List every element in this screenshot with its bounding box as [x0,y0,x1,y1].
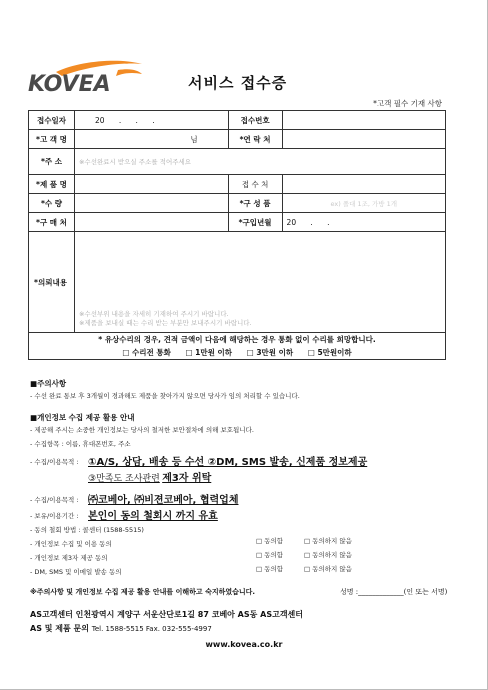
consent-3-agree[interactable]: □ 동의함 [256,565,284,573]
condition-cell [29,333,446,360]
as-center-city: 인천광역시 [75,610,115,619]
contact-field[interactable] [282,130,445,149]
components-label: *구 성 품 [228,194,282,213]
purchase-year-field[interactable] [282,213,445,232]
customer-label: *고 객 명 [29,130,75,149]
option-under-10k[interactable]: □ 1만원 이하 [185,348,232,357]
request-note-2: ※제품을 보내실 때는 수리 받는 부분만 보내주시기 바랍니다. [78,319,252,327]
website-url[interactable]: www.kovea.co.kr [205,640,283,649]
inquiry-contacts: Tel. 1588-5515 Fax. 032-555-4997 [91,625,212,633]
page-title: 서비스 접수증 [188,74,288,92]
required-note: *고객 필수 기재 사항 [373,99,442,108]
components-hint: ex) 폴대 1조, 가방 1개 [330,199,398,208]
customer-field[interactable] [74,130,228,149]
customer-suffix: 님 [190,134,198,144]
privacy-consent-method: - 동의 철회 방법 : 콜센터 (1588-5515) [30,526,144,534]
privacy-title: ■개인정보 수집 제공 활용 안내 [30,413,135,422]
service-form-table [28,110,446,360]
inquiry-label: AS 및 제품 문의 [30,624,89,633]
privacy-retention-prefix: - 보유/이용기간 : [30,512,79,520]
consent-3-disagree[interactable]: □ 동의하지 않음 [304,565,352,573]
privacy-provider-prefix: - 수집/이용목적 : [30,496,79,504]
received-date-label: 접수일자 [29,111,75,130]
form-row-request [29,232,446,333]
condition-text: * 유상수리의 경우, 견적 금액이 다음에 해당하는 경우 통화 없이 수리를 희망합니다. [98,335,376,344]
address-label: *주 소 [29,149,75,175]
form-row-customer [29,130,446,149]
logo-text: KOVEA [28,72,111,97]
option-call-before[interactable]: □ 수리전 통화 [122,348,171,357]
request-notes [79,310,252,328]
consent-2-agree[interactable]: □ 동의함 [256,551,284,559]
privacy-items: - 수집항목 : 이름, 휴대폰번호, 주소 [30,440,131,448]
form-row-address [29,149,446,175]
purchase-place-label: *구 매 처 [29,213,75,232]
inquiry-line [30,623,212,634]
privacy-intro: - 제공해 주시는 소중한 개인정보는 당사의 철저한 보안절차에 의해 보호됩니다. [30,426,254,434]
kovea-logo [26,58,146,98]
consent-1-label: - 개인정보 수집 및 이용 동의 [30,540,112,548]
privacy-purpose-survey: ③만족도 조사관련 [88,474,160,484]
consent-1-agree[interactable]: □ 동의함 [256,537,284,545]
notice-line-1: - 수선 완료 통보 후 3개월이 경과해도 제품을 찾아가지 않으면 당사가 임의 처리할 수 있습니다. [30,392,300,400]
as-center-line [30,609,303,620]
signature-field[interactable]: 성명 :_____________(인 또는 서명) [340,588,448,596]
privacy-final-statement: ※주의사항 및 개인정보 수집 제공 활용 안내를 이해하고 숙지하였습니다. [30,588,256,596]
request-note-1: ※수선부위 내용을 자세히 기재하여 주시기 바랍니다. [78,310,229,318]
privacy-purpose-prefix: - 수집/이용목적 : [30,458,79,466]
condition-options [33,346,441,359]
purchase-place-field[interactable] [74,213,228,232]
form-row-received [29,111,446,130]
contact-label: *연 락 처 [228,130,282,149]
form-row-product [29,175,446,194]
consent-1-disagree[interactable]: □ 동의하지 않음 [304,537,352,545]
privacy-purpose-line-1: ①A/S, 상담, 배송 등 수선 ②DM, SMS 발송, 신제품 정보제공 [88,457,368,468]
components-field[interactable] [282,194,445,213]
receipt-place-label: 접 수 처 [228,175,282,194]
request-label: *의뢰내용 [29,232,75,333]
privacy-retention: 본인이 동의 철회시 까지 유효 [88,511,218,522]
form-row-purchase [29,213,446,232]
form-row-quantity [29,194,446,213]
privacy-purpose-line-2 [88,469,211,484]
option-under-30k[interactable]: □ 3만원 이하 [246,348,294,357]
request-field[interactable] [74,232,445,333]
address-hint: ※수선완료시 받으실 주소를 적어주세요 [78,158,192,166]
as-center-address: 계양구 서운산단로1길 87 코베아 AS동 AS고객센터 [117,610,304,619]
quantity-field[interactable] [74,194,228,213]
consent-2-disagree[interactable]: □ 동의하지 않음 [304,551,352,559]
product-label: *제 품 명 [29,175,75,194]
received-no-field[interactable] [282,111,445,130]
quantity-label: *수 량 [29,194,75,213]
received-no-label: 접수번호 [228,111,282,130]
purchase-year-value: 20 . . [286,217,330,227]
received-date-value: 20 . . . [94,115,155,125]
received-date-field[interactable] [74,111,228,130]
option-under-50k[interactable]: □ 5만원이하 [307,348,352,357]
product-field[interactable] [74,175,228,194]
kovea-logo-icon [26,58,146,98]
privacy-provider: ㈜코베아, ㈜비젼코베아, 협력업체 [88,495,239,506]
as-center-prefix: AS고객센터 [30,610,73,619]
address-field[interactable] [74,149,445,175]
receipt-place-field[interactable] [282,175,445,194]
privacy-purpose-third: 제3자 위탁 [162,473,212,484]
purchase-year-label: *구입년월 [228,213,282,232]
consent-2-label: - 개인정보 제3자 제공 동의 [30,554,108,562]
consent-3-label: - DM, SMS 및 이메일 발송 동의 [30,568,122,576]
form-row-condition [29,333,446,360]
notice-title: ■주의사항 [30,379,67,388]
request-content [79,232,441,332]
